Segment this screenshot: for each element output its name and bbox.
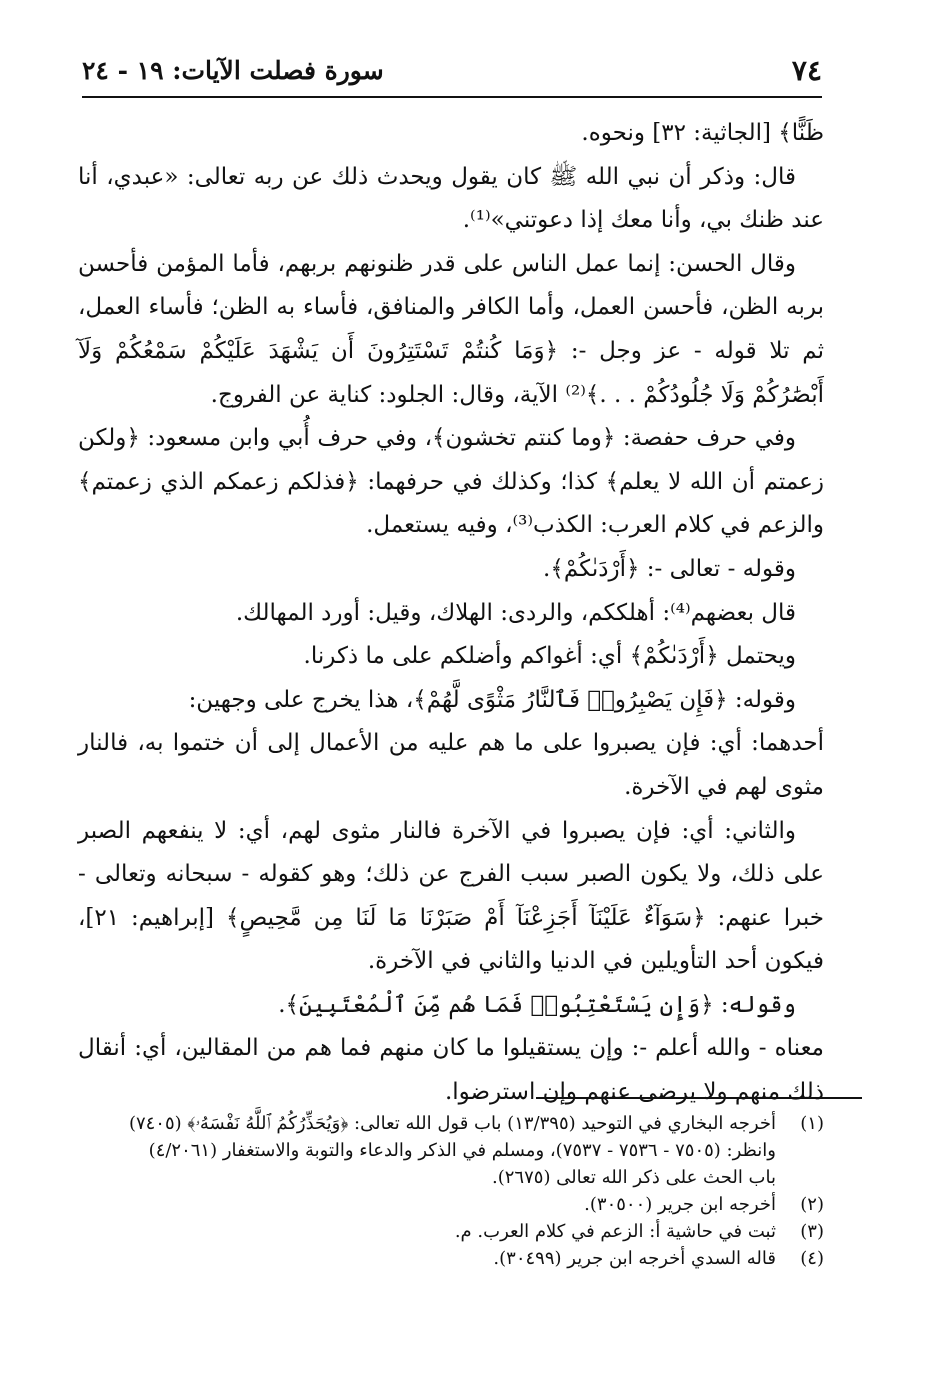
paragraph: معناه - والله أعلم -: وإن يستقيلوا ما كان منهم فما هم من المقالين، أي: أنقال ذلك منهم ولا يرضى عنهم وإن استرضوا. bbox=[78, 1035, 824, 1106]
footnote-divider bbox=[536, 1097, 862, 1099]
footnotes bbox=[82, 1110, 824, 1272]
page-header bbox=[82, 50, 822, 98]
paragraph: وقال الحسن: إنما عمل الناس على قدر ظنونهم بربهم، فأما المؤمن فأحسن بربه الظن، فأحسن العمل، وأما الكافر والمنافق، فأساء به الظن؛ فأساء العمل، ثم تلا قوله - عز وجل -: ﴿وَمَا كُنتُمْ تَسْتَتِرُونَ أَن يَشْهَدَ عَلَيْكُمْ سَمْعُكُمْ وَلَآ أَبْصَٰرُكُمْ وَلَا جُلُودُكُمْ . . .﴾⁽²⁾ الآية، وقال: الجلود: كناية عن الفروج. bbox=[78, 250, 824, 408]
footnote-2 bbox=[82, 1191, 824, 1218]
footnote-number: (٤) bbox=[800, 1248, 824, 1269]
footnote-3 bbox=[82, 1218, 824, 1245]
paragraph: والثاني: أي: فإن يصبروا في الآخرة فالنار مثوى لهم، أي: لا ينفعهم الصبر على ذلك، ولا يكون الصبر سبب الفرج عن ذلك؛ وهو كقوله - سبحانه وتعالى - خبرا عنهم: ﴿سَوَآءٌ عَلَيْنَآ أَجَزِعْنَآ أَمْ صَبَرْنَا مَا لَنَا مِن مَّحِيصٍ﴾ [إبراهيم: ٢١]، فيكون أحد التأويلين في الدنيا والثاني في الآخرة. bbox=[78, 817, 824, 975]
paragraph: وقوله: ﴿فَإِن يَصْبِرُوا۟ فَٱلنَّارُ مَثْوًى لَّهُمْ﴾، هذا يخرج على وجهين: bbox=[188, 686, 796, 713]
footnote-line: باب الحث على ذكر الله تعالى (٢٦٧٥). bbox=[492, 1167, 776, 1188]
footnote-line: أخرجه ابن جرير (٣٠٥٠٠). bbox=[584, 1194, 776, 1215]
running-title: سورة فصلت الآيات: ١٩ - ٢٤ bbox=[82, 56, 384, 85]
paragraph: وفي حرف حفصة: ﴿وما كنتم تخشون﴾، وفي حرف أُبي وابن مسعود: ﴿ولكن زعمتم أن الله لا يعلم﴾ كذا؛ وكذلك في حرفهما: ﴿فذلكم زعمكم الذي زعمتم﴾ والزعم في كلام العرب: الكذب⁽³⁾، وفيه يستعمل. bbox=[78, 425, 824, 539]
main-text bbox=[78, 112, 824, 1115]
paragraph: قال بعضهم⁽⁴⁾: أهلككم، والردى: الهلاك، وقيل: أورد المهالك. bbox=[235, 599, 796, 626]
page-number: ٧٤ bbox=[791, 54, 822, 87]
paragraph: وقوله: ﴿وَإِن يَسْتَعْتِبُوا۟ فَمَا هُم مِّنَ ٱلْمُعْتَبِينَ﴾. bbox=[278, 991, 796, 1018]
footnote-number: (٣) bbox=[800, 1221, 824, 1242]
paragraph: قال: وذكر أن نبي الله ﷺ كان يقول ويحدث ذلك عن ربه تعالى: «عبدي، أنا عند ظنك بي، وأنا معك إذا دعوتني»⁽¹⁾. bbox=[78, 163, 824, 234]
paragraph: أحدهما: أي: فإن يصبروا على ما هم عليه من الأعمال إلى أن ختموا به، فالنار مثوى لهم في الآخرة. bbox=[78, 730, 824, 800]
footnote-line: ثبت في حاشية أ: الزعم في كلام العرب. م. bbox=[454, 1221, 776, 1242]
paragraph: وقوله - تعالى -: ﴿أَرْدَىٰكُمْ﴾. bbox=[543, 555, 796, 582]
footnote-1 bbox=[82, 1110, 824, 1191]
paragraph: ظَنًّا﴾ [الجاثية: ٣٢] ونحوه. bbox=[581, 120, 824, 146]
footnote-number: (١) bbox=[800, 1113, 824, 1134]
footnote-line: وانظر: (٧٥٠٥ - ٧٥٣٦ - ٧٥٣٧)، ومسلم في الذكر والدعاء والتوبة والاستغفار (٤/٢٠٦١) bbox=[148, 1140, 776, 1161]
footnote-line: أخرجه البخاري في التوحيد (١٣/٣٩٥) باب قول الله تعالى: ﴿وَيُحَذِّرُكُمُ ٱللَّهُ نَفْسَهُۥ﴾ (٧٤٠٥) bbox=[128, 1113, 776, 1134]
footnote-number: (٢) bbox=[800, 1194, 824, 1215]
paragraph: ويحتمل ﴿أَرْدَىٰكُمْ﴾ أي: أغواكم وأضلكم على ما ذكرنا. bbox=[303, 643, 796, 670]
footnote-line: قاله السدي أخرجه ابن جرير (٣٠٤٩٩). bbox=[493, 1248, 776, 1269]
footnote-4 bbox=[82, 1245, 824, 1272]
